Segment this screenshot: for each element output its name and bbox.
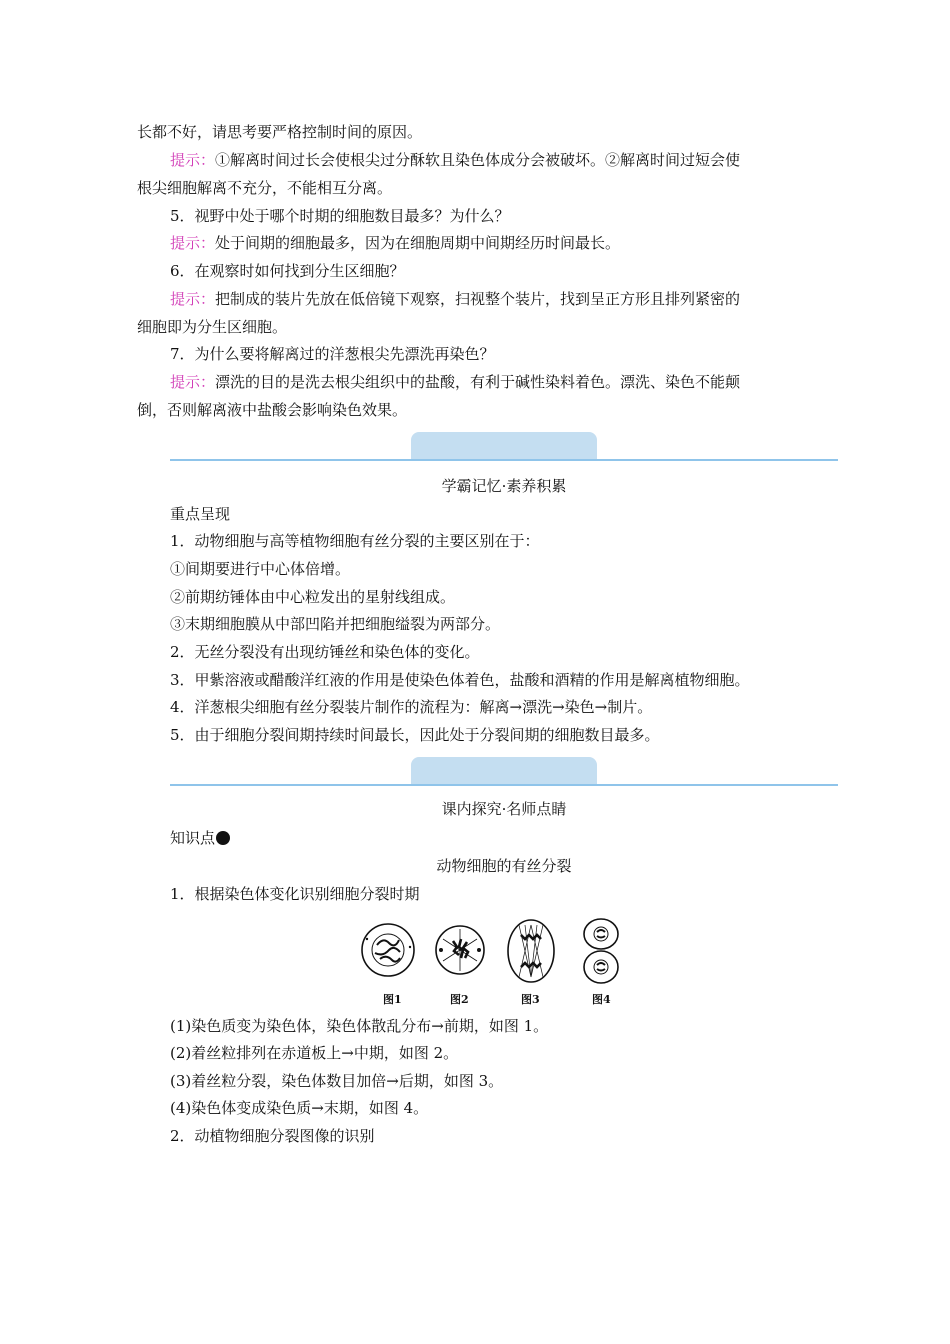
- section-banner: [170, 432, 838, 464]
- number-one-circle-icon: [216, 831, 230, 845]
- list-item: (2)着丝粒排列在赤道板上→中期，如图 2。: [170, 1044, 459, 1062]
- figure-2-label: 图2: [450, 993, 469, 1006]
- question-6: 6．在观察时如何找到分生区细胞？: [170, 262, 405, 280]
- list-item: 5．由于细胞分裂间期持续时间最长，因此处于分裂间期的细胞数目最多。: [170, 726, 660, 744]
- hint-text: ①解离时间过长会使根尖过分酥软且染色体成分会被破坏。②解离时间过短会使: [215, 151, 741, 169]
- list-item: 2．无丝分裂没有出现纺锤丝和染色体的变化。: [170, 643, 480, 661]
- banner-tab: [411, 432, 597, 459]
- subheading: 重点呈现: [170, 505, 231, 523]
- hint-text: 把制成的装片先放在低倍镜下观察，扫视整个装片，找到呈正方形且排列紧密的: [215, 290, 741, 308]
- list-item: (4)染色体变成染色质→末期，如图 4。: [170, 1099, 429, 1117]
- list-item: 1．根据染色体变化识别细胞分裂时期: [170, 885, 420, 903]
- hint-paragraph: [170, 233, 846, 253]
- figure-3-label: 图3: [521, 993, 540, 1006]
- hint-label: 提示：: [170, 373, 216, 391]
- question-7: 7．为什么要将解离过的洋葱根尖先漂洗再染色？: [170, 345, 495, 363]
- list-item: 2．动植物细胞分裂图像的识别: [170, 1127, 375, 1145]
- paragraph-line: 根尖细胞解离不充分，不能相互分离。: [137, 179, 393, 197]
- list-item: 1．动物细胞与高等植物细胞有丝分裂的主要区别在于：: [170, 532, 540, 550]
- list-item: (3)着丝粒分裂，染色体数目加倍→后期，如图 3。: [170, 1072, 504, 1090]
- list-item: ②前期纺锤体由中心粒发出的星射线组成。: [170, 588, 456, 606]
- hint-text: 漂洗的目的是洗去根尖组织中的盐酸，有利于碱性染料着色。漂洗、染色不能颠: [215, 373, 741, 391]
- section-banner: [170, 757, 838, 789]
- paragraph-line: 细胞即为分生区细胞。: [137, 318, 288, 336]
- hint-paragraph: [170, 289, 846, 309]
- list-item: ①间期要进行中心体倍增。: [170, 560, 351, 578]
- paragraph-line: 长都不好，请思考要严格控制时间的原因。: [137, 123, 423, 141]
- hint-paragraph: [170, 150, 846, 170]
- banner-rule: [170, 784, 838, 786]
- figures-drawing: [355, 917, 625, 987]
- section-title: 学霸记忆·素养积累: [441, 477, 567, 495]
- hint-label: 提示：: [170, 234, 216, 252]
- figure-1-label: 图1: [383, 993, 402, 1006]
- hint-paragraph: [170, 372, 846, 392]
- figure-3-anaphase-cell: [508, 920, 554, 982]
- list-item: 4．洋葱根尖细胞有丝分裂装片制作的流程为：解离→漂洗→染色→制片。: [170, 698, 653, 716]
- hint-label: 提示：: [170, 290, 216, 308]
- hint-text: 处于间期的细胞最多，因为在细胞周期中间期经历时间最长。: [215, 234, 621, 252]
- banner-rule: [170, 459, 838, 461]
- list-item: 3．甲紫溶液或醋酸洋红液的作用是使染色体着色，盐酸和酒精的作用是解离植物细胞。: [170, 671, 750, 689]
- figure-1-prophase-cell: [362, 924, 414, 976]
- banner-tab: [411, 757, 597, 784]
- cell-division-figures: [355, 917, 625, 1009]
- list-item: ③末期细胞膜从中部凹陷并把细胞缢裂为两部分。: [170, 615, 501, 633]
- figure-2-metaphase-cell: [436, 926, 484, 974]
- figure-4-telophase-cell: [584, 919, 618, 983]
- question-5: 5．视野中处于哪个时期的细胞数目最多？为什么？: [170, 207, 510, 225]
- paragraph-line: 倒，否则解离液中盐酸会影响染色效果。: [137, 401, 408, 419]
- figure-4-label: 图4: [592, 993, 611, 1006]
- knowledge-point-label: 知识点: [170, 829, 216, 847]
- list-item: (1)染色质变为染色体，染色体散乱分布→前期，如图 1。: [170, 1017, 549, 1035]
- knowledge-point-heading: [170, 828, 846, 848]
- hint-label: 提示：: [170, 151, 216, 169]
- section-title: 课内探究·名师点睛: [441, 800, 567, 818]
- topic-title: 动物细胞的有丝分裂: [436, 857, 572, 875]
